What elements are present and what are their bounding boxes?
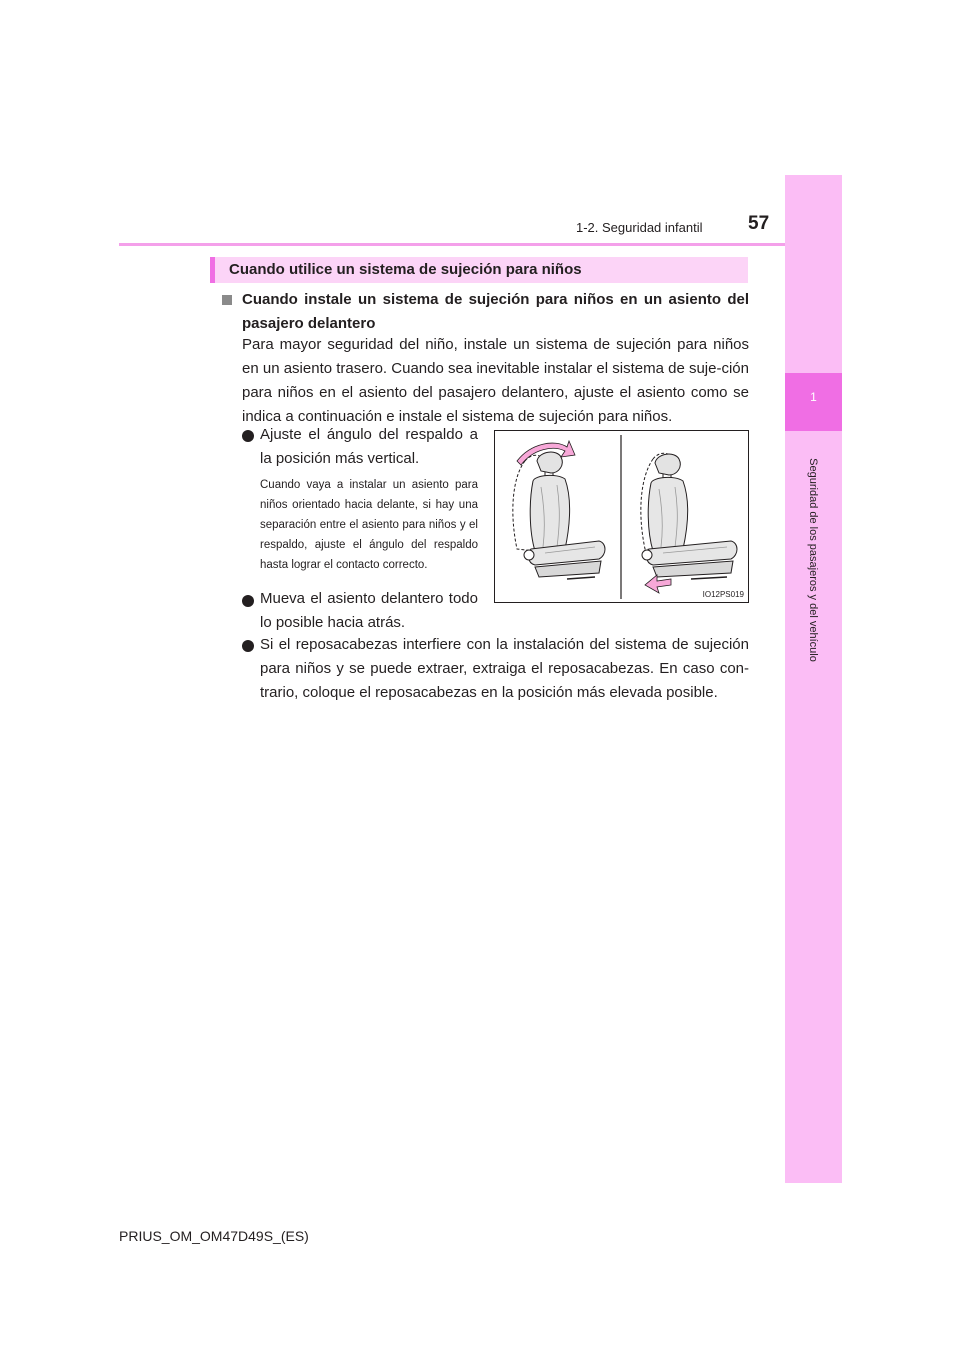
- bullet-item: Ajuste el ángulo del respaldo a la posición más vertical.: [260, 426, 478, 467]
- bullet-item: Si el reposacabezas interfiere con la instalación del sistema de sujeción para niños y se puede extraer, extraiga el reposacabezas. En caso con-trario, coloque el reposacabezas en la posición más elevada posible.: [260, 636, 749, 701]
- bullet-item: Mueva el asiento delantero todo lo posible hacia atrás.: [260, 590, 478, 631]
- chapter-number: 1: [810, 390, 817, 404]
- square-bullet-icon: [222, 295, 232, 305]
- slide-back-arrow-icon: [645, 575, 671, 593]
- bullet-dot-icon: [242, 430, 254, 442]
- running-head: 1-2. Seguridad infantil: [576, 220, 703, 235]
- header-rule: [119, 243, 785, 246]
- page-number: 57: [748, 213, 770, 234]
- section-title: Cuando utilice un sistema de sujeción para niños: [229, 261, 582, 278]
- figure-code: IO12PS019: [702, 590, 744, 599]
- bullet-dot-icon: [242, 595, 254, 607]
- seat-slid-back-icon: [641, 453, 737, 593]
- body-paragraph: Para mayor seguridad del niño, instale un sistema de sujeción para niños en un asiento trasero. Cuando sea inevitable instalar el sistema de suje-ción para niños en el asiento del pasajero delantero, ajuste el asiento como se indica a continuación e instale el sistema de sujeción para niños.: [242, 336, 749, 425]
- bullet-note: Cuando vaya a instalar un asiento para niños orientado hacia delante, si hay una separación entre el asiento para niños y el respaldo, ajuste el ángulo del respaldo hasta lograr el contacto correcto.: [260, 479, 478, 571]
- subsection-heading: Cuando instale un sistema de sujeción para niños en un asiento del pasajero delantero: [242, 291, 749, 332]
- footer-doc-code: PRIUS_OM_OM47D49S_(ES): [119, 1228, 309, 1244]
- section-title-box: [210, 257, 748, 283]
- seat-adjustment-figure: [494, 430, 749, 603]
- bullet-dot-icon: [242, 640, 254, 652]
- seat-reclined-icon: [513, 441, 605, 579]
- chapter-title: Seguridad de los pasajeros y del vehículo: [807, 458, 819, 662]
- seat-illustration: [495, 431, 748, 602]
- chapter-side-tab: [785, 175, 842, 1183]
